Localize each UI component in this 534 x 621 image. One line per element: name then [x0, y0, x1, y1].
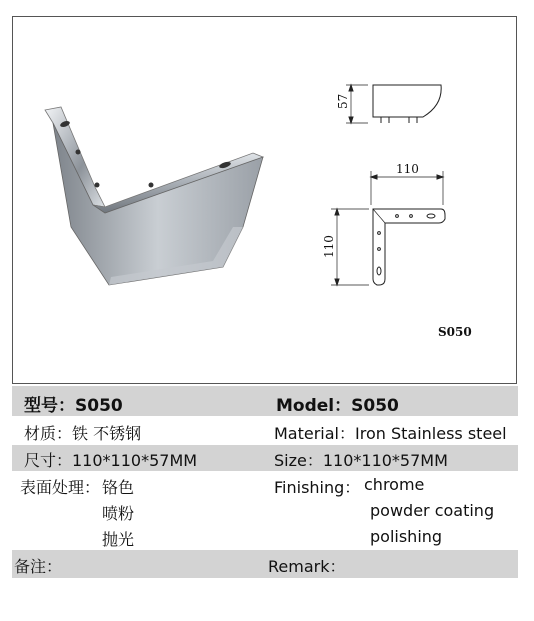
finishing-cn-label: 表面处理： [20, 478, 101, 497]
product-image-frame [12, 16, 517, 384]
size-cn: 尺寸：110*110*57MM [24, 451, 198, 470]
spec-row-material [12, 418, 518, 444]
remark-en: Remark： [268, 557, 346, 576]
model-cn: 型号：S050 [24, 396, 123, 416]
finishing-cn-polish: 抛光 [102, 530, 135, 549]
dim-110-top-label: 110 [396, 162, 419, 176]
dim-57-label: 57 [336, 93, 350, 109]
finishing-cn-chrome: 铬色 [102, 478, 135, 497]
spec-row-remark [12, 550, 518, 578]
drawing-model-code: S050 [438, 325, 472, 339]
finishing-en-powder: powder coating [370, 501, 495, 520]
spec-row-model [12, 386, 518, 416]
material-cn: 材质：铁 不锈钢 [24, 424, 142, 443]
finishing-en-chrome: chrome [364, 475, 425, 494]
spec-row-size [12, 445, 518, 471]
finishing-cn-powder: 喷粉 [102, 504, 135, 523]
spec-row-finishing [12, 472, 518, 548]
finishing-en-label: Finishing： [274, 478, 361, 497]
size-en: Size：110*110*57MM [274, 451, 448, 470]
material-en: Material：Iron Stainless steel [274, 424, 507, 443]
remark-cn: 备注： [14, 557, 63, 576]
dim-110-side-label: 110 [322, 235, 336, 258]
model-en: Model：S050 [276, 396, 399, 416]
finishing-en-polish: polishing [370, 527, 443, 546]
